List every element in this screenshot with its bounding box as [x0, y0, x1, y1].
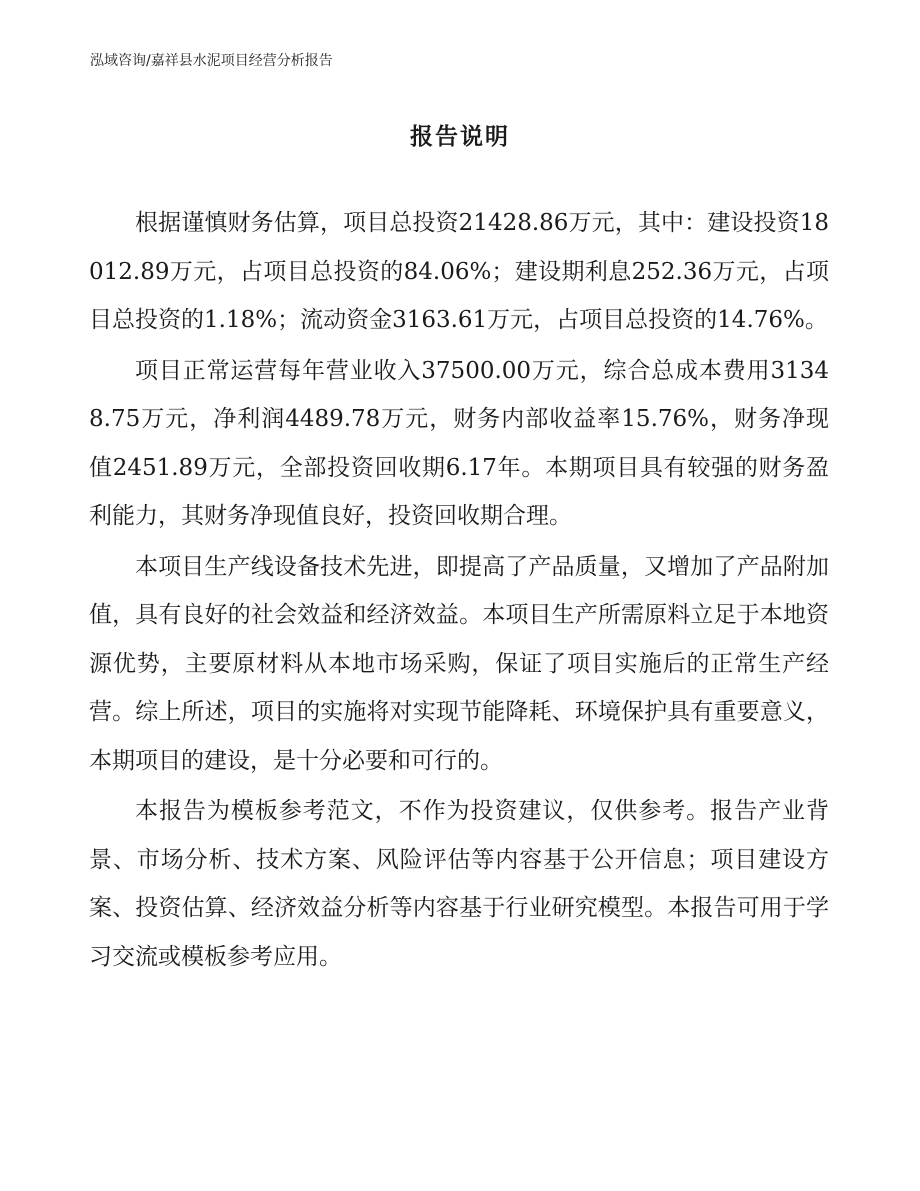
paragraph-benefits: 本项目生产线设备技术先进，即提高了产品质量，又增加了产品附加值，具有良好的社会效益和经济效益。本项目生产所需原料立足于本地资源优势，主要原材料从本地市场采购，保证了项目实施后的正常生产经营。综上所述，项目的实施将对实现节能降耗、环境保护具有重要意义，本期项目的建设，是十分必要和可行的。 — [89, 553, 829, 774]
report-body — [89, 199, 829, 983]
page-title: 报告说明 — [410, 124, 510, 150]
paragraph-investment: 根据谨慎财务估算，项目总投资21428.86万元，其中：建设投资18012.89万元，占项目总投资的84.06%；建设期利息252.36万元，占项目总投资的1.18%；流动资金3163.61万元，占项目总投资的14.76%。 — [89, 210, 829, 333]
running-header: 泓域咨询/嘉祥县水泥项目经营分析报告 — [90, 53, 333, 69]
paragraph-financials: 项目正常运营每年营业收入37500.00万元，综合总成本费用31348.75万元，净利润4489.78万元，财务内部收益率15.76%，财务净现值2451.89万元，全部投资回收期6.17年。本期项目具有较强的财务盈利能力，其财务净现值良好，投资回收期合理。 — [89, 357, 829, 529]
paragraph-disclaimer: 本报告为模板参考范文，不作为投资建议，仅供参考。报告产业背景、市场分析、技术方案、风险评估等内容基于公开信息；项目建设方案、投资估算、经济效益分析等内容基于行业研究模型。本报告可用于学习交流或模板参考应用。 — [89, 798, 829, 970]
